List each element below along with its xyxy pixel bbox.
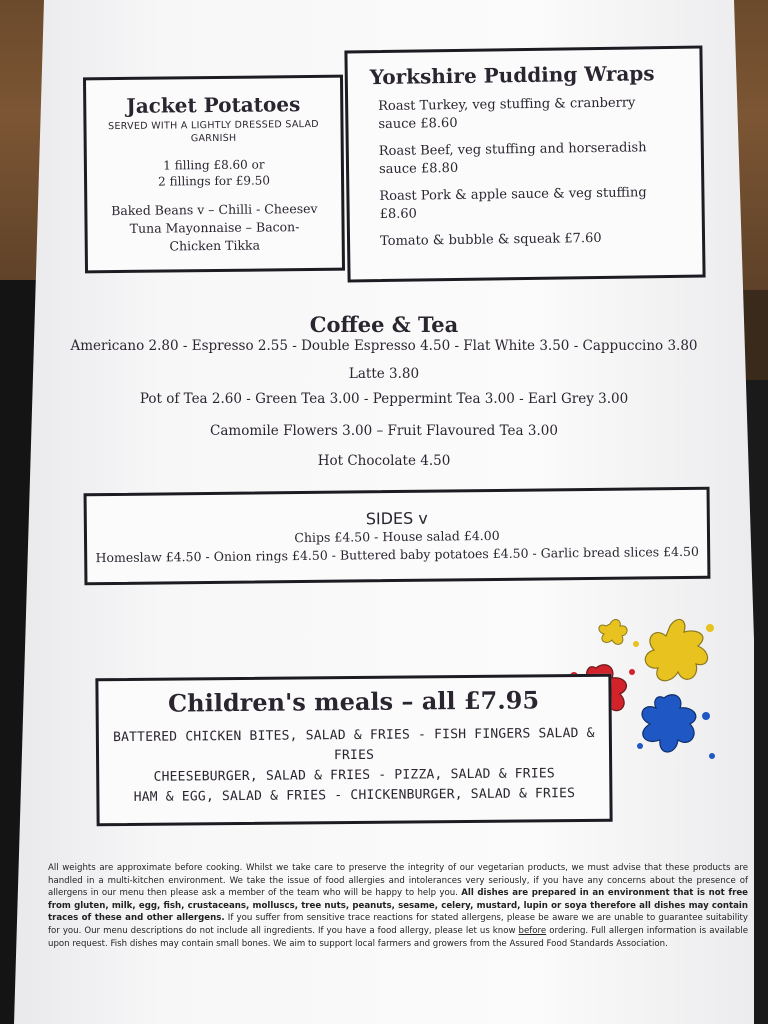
wrap-item <box>349 139 701 180</box>
disclaimer-text: All weights are approximate before cooking. Whilst we take care to preserve the integrity of our vegetarian products, we must advise that these products are handled in a multi-kitchen environment. We take the issue of food allergies and intolerances very seriously, if you have any concerns about the presence of allergens in our menu then please ask a member of the team who will be happy to help you. <box>48 863 748 899</box>
yellow-splat <box>599 619 714 680</box>
fillings-line: Baked Beans v – Chilli - Cheesev <box>111 200 318 219</box>
price-two-fillings: 2 fillings for £9.50 <box>158 173 271 189</box>
sides-line: Homeslaw £4.50 - Onion rings £4.50 - Buttered baby potatoes £4.50 - Garlic bread slices £4.50 <box>95 543 699 566</box>
jacket-potatoes-prices <box>87 156 341 191</box>
wrap-item-line: £8.60 <box>379 206 418 223</box>
childrens-meals-title: Children's meals – all £7.95 <box>167 685 540 718</box>
disclaimer-text: If you suffer from sensitive trace reactions for stated allergens, please be aware we are unable to guarantee suitability for you. Our menu descriptions do not include all ingredients. If you have a food allergy, please let us know <box>48 913 748 936</box>
disclaimer-text: ordering. Full allergen information is available upon request. Fish dishes may contain small bones. We aim to support local farmers and growers from the Assured Food Standards Association. <box>48 925 748 949</box>
hot-chocolate-line: Hot Chocolate 4.50 <box>317 453 451 469</box>
wrap-item <box>349 184 701 225</box>
tea-line: Pot of Tea 2.60 - Green Tea 3.00 - Peppermint Tea 3.00 - Earl Grey 3.00 <box>139 391 629 407</box>
fillings-line: Tuna Mayonnaise – Bacon- <box>129 219 300 236</box>
wrap-item-line: Roast Pork & apple sauce & veg stuffing <box>379 185 647 205</box>
coffee-line: Latte 3.80 <box>348 366 420 382</box>
wrap-item-line: Roast Beef, veg stuffing and horseradish <box>378 140 647 160</box>
jacket-potatoes-fillings <box>87 200 342 257</box>
allergen-disclaimer <box>48 862 748 950</box>
wrap-item-line: sauce £8.60 <box>378 115 458 133</box>
disclaimer-bold-text: All dishes are prepared in an environment that is not free from gluten, milk, egg, fish, crustaceans, molluscs, tree nuts, peanuts, sesame, celery, mustard, lupin or soya therefore all dishes may contain traces of these and other allergens. <box>48 888 748 924</box>
price-one-filling: 1 filling £8.60 or <box>163 157 265 173</box>
tea-line: Camomile Flowers 3.00 – Fruit Flavoured Tea 3.00 <box>210 423 558 439</box>
wrap-item <box>348 94 700 135</box>
wrap-item <box>350 229 702 252</box>
yorkshire-wraps-title: Yorkshire Pudding Wraps <box>369 61 655 90</box>
childrens-meal-line: CHEESEBURGER, SALAD & FRIES - PIZZA, SALAD & FRIES <box>153 766 555 785</box>
jacket-potatoes-box <box>83 75 345 274</box>
coffee-tea-title: Coffee & Tea <box>309 312 459 337</box>
coffee-line: Americano 2.80 - Espresso 2.55 - Double Espresso 4.50 - Flat White 3.50 - Cappuccino 3.80 <box>70 338 698 354</box>
childrens-meal-line: HAM & EGG, SALAD & FRIES - CHICKENBURGER, SALAD & FRIES <box>133 786 576 805</box>
disclaimer-underline-text: before <box>518 925 547 936</box>
yorkshire-wraps-box <box>344 46 705 283</box>
wrap-item-line: sauce £8.80 <box>378 160 459 178</box>
jacket-potatoes-subtitle: SERVED WITH A LIGHTLY DRESSED SALAD GARNISH <box>108 118 319 145</box>
wrap-item-line: Roast Turkey, veg stuffing & cranberry <box>378 95 636 115</box>
sides-title: SIDES v <box>365 508 428 529</box>
childrens-meal-line: BATTERED CHICKEN BITES, SALAD & FRIES - FISH FINGERS SALAD & FRIES <box>113 725 595 764</box>
childrens-meals-box <box>95 674 612 826</box>
fillings-line: Chicken Tikka <box>169 237 261 254</box>
jacket-potatoes-title: Jacket Potatoes <box>126 92 301 118</box>
sides-box <box>84 487 711 586</box>
sides-line: Chips £4.50 - House salad £4.00 <box>294 527 500 546</box>
wrap-item-line: Tomato & bubble & squeak £7.60 <box>379 230 602 250</box>
blue-splat <box>637 695 715 759</box>
